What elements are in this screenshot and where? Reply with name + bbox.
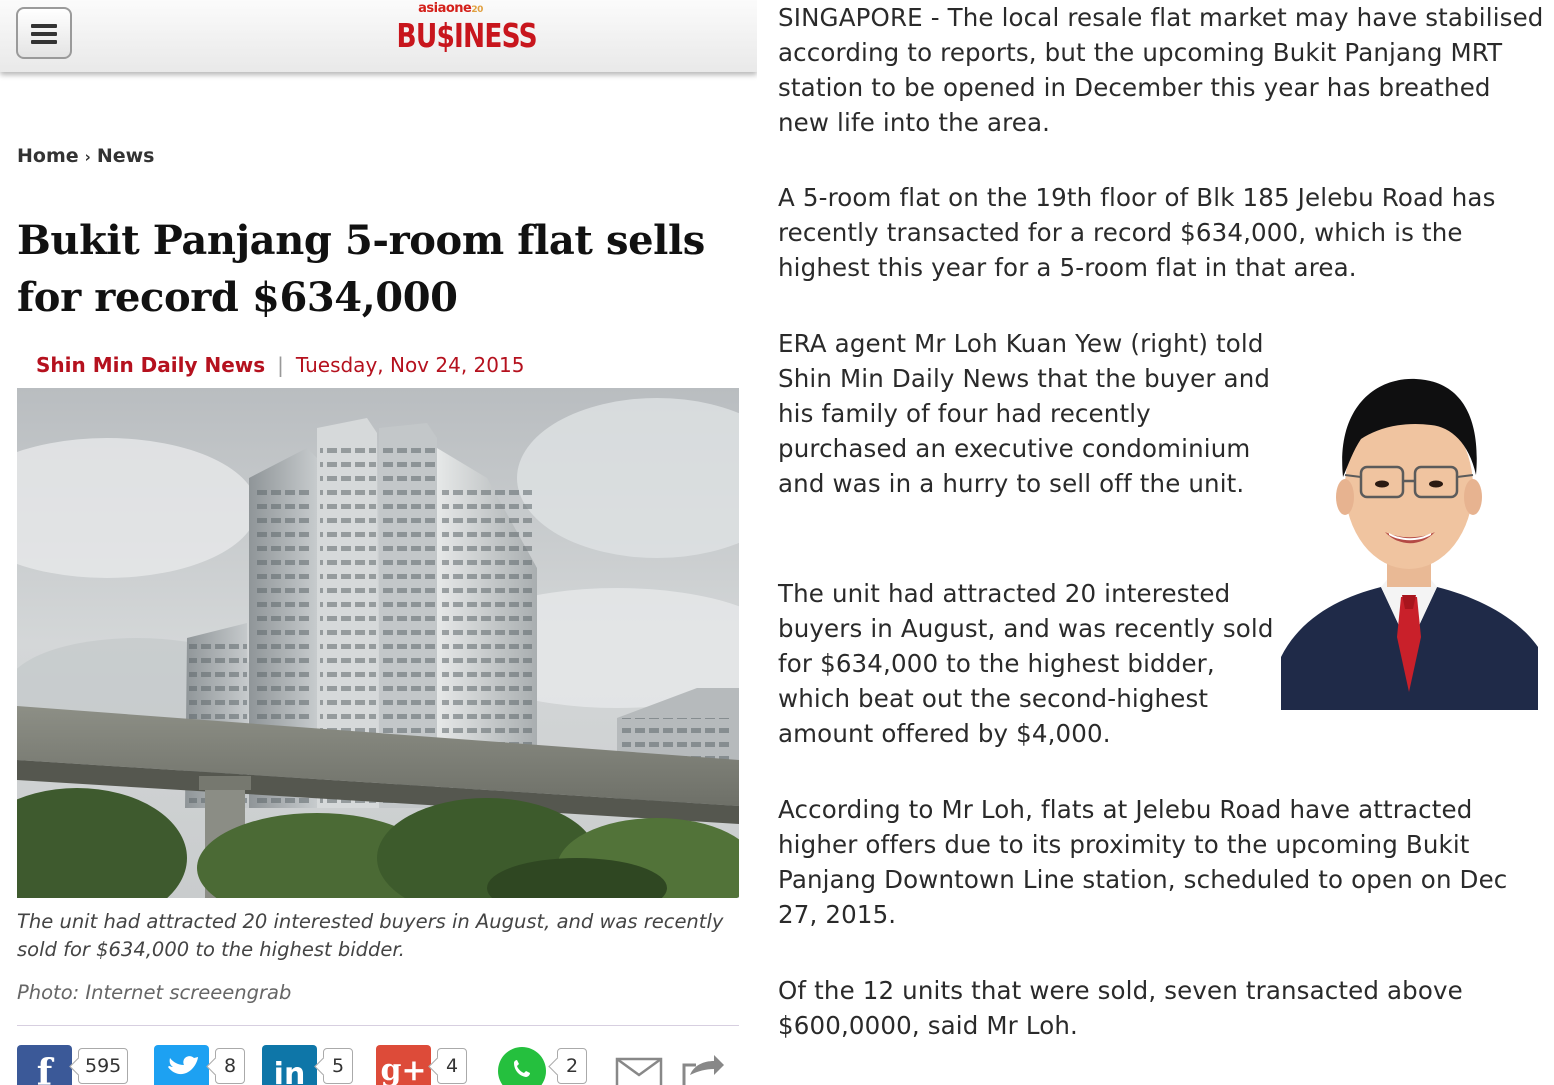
article-paragraph: Of the 12 units that were sold, seven transacted above $600,0000, said Mr Loh. xyxy=(778,976,1463,1040)
breadcrumb-news-link[interactable]: News xyxy=(96,145,155,167)
article-panel xyxy=(0,0,757,1085)
breadcrumb-home-link[interactable]: Home xyxy=(17,145,79,167)
breadcrumb-separator-icon: › xyxy=(84,148,91,166)
logo-section-text: BU$INESS xyxy=(396,16,537,55)
email-share-button[interactable] xyxy=(614,1045,666,1085)
article-body-panel xyxy=(757,0,1554,1085)
article-paragraph: According to Mr Loh, flats at Jelebu Road have attracted higher offers due to its proximity to the upcoming Bukit Panjang Downtown Line station, scheduled to open on Dec 27, 2015. xyxy=(778,795,1508,929)
photo-caption: The unit had attracted 20 interested buyers in August, and was recently sold for $634,000 to the highest bidder. xyxy=(17,910,724,961)
logo-brand-text: asiaone xyxy=(418,1,472,16)
whatsapp-icon xyxy=(496,1045,551,1085)
envelope-icon xyxy=(614,1045,664,1085)
top-navigation-bar xyxy=(0,0,757,72)
google-plus-icon: g+ xyxy=(376,1045,431,1085)
article-paragraph: ERA agent Mr Loh Kuan Yew (right) told Shin Min Daily News that the buyer and his family of four had recently purchased an executive condominium and was in a hurry to sell off the unit. xyxy=(778,329,1271,498)
article-byline xyxy=(36,353,524,377)
twitter-share-count: 8 xyxy=(215,1048,245,1084)
byline-divider: | xyxy=(277,353,284,377)
article-headline: Bukit Panjang 5-room flat sells for record $634,000 xyxy=(17,217,705,321)
article-photo xyxy=(17,388,739,898)
breadcrumb xyxy=(17,145,154,167)
facebook-share-count: 595 xyxy=(78,1048,128,1084)
site-logo[interactable] xyxy=(383,1,537,62)
hamburger-icon[interactable] xyxy=(16,7,72,59)
logo-year-text: 20 xyxy=(471,5,483,15)
photo-credit: Photo: Internet screeengrab xyxy=(17,981,292,1004)
twitter-bird-icon xyxy=(154,1045,209,1085)
linkedin-share-count: 5 xyxy=(323,1048,353,1084)
agent-portrait-photo xyxy=(1281,347,1538,710)
share-arrow-icon xyxy=(680,1045,726,1085)
facebook-icon: f xyxy=(17,1045,72,1085)
article-date: Tuesday, Nov 24, 2015 xyxy=(295,353,525,377)
divider-line xyxy=(17,1025,739,1026)
googleplus-share-count: 4 xyxy=(437,1048,467,1084)
article-paragraph: A 5-room flat on the 19th floor of Blk 185 Jelebu Road has recently transacted for a record $634,000, which is the highest this year for a 5-room flat in that area. xyxy=(778,183,1496,282)
linkedin-icon: in xyxy=(262,1045,317,1085)
article-source[interactable]: Shin Min Daily News xyxy=(36,353,266,377)
article-paragraph: The unit had attracted 20 interested buyers in August, and was recently sold for $634,000 to the highest bidder, which beat out the second-highest amount offered by $4,000. xyxy=(778,579,1274,748)
article-paragraph: SINGAPORE - The local resale flat market may have stabilised according to reports, but the upcoming Bukit Panjang MRT station to be opened in December this year has breathed new life into the area. xyxy=(778,3,1544,137)
forward-share-button[interactable] xyxy=(680,1045,728,1085)
whatsapp-share-count: 2 xyxy=(557,1048,587,1084)
